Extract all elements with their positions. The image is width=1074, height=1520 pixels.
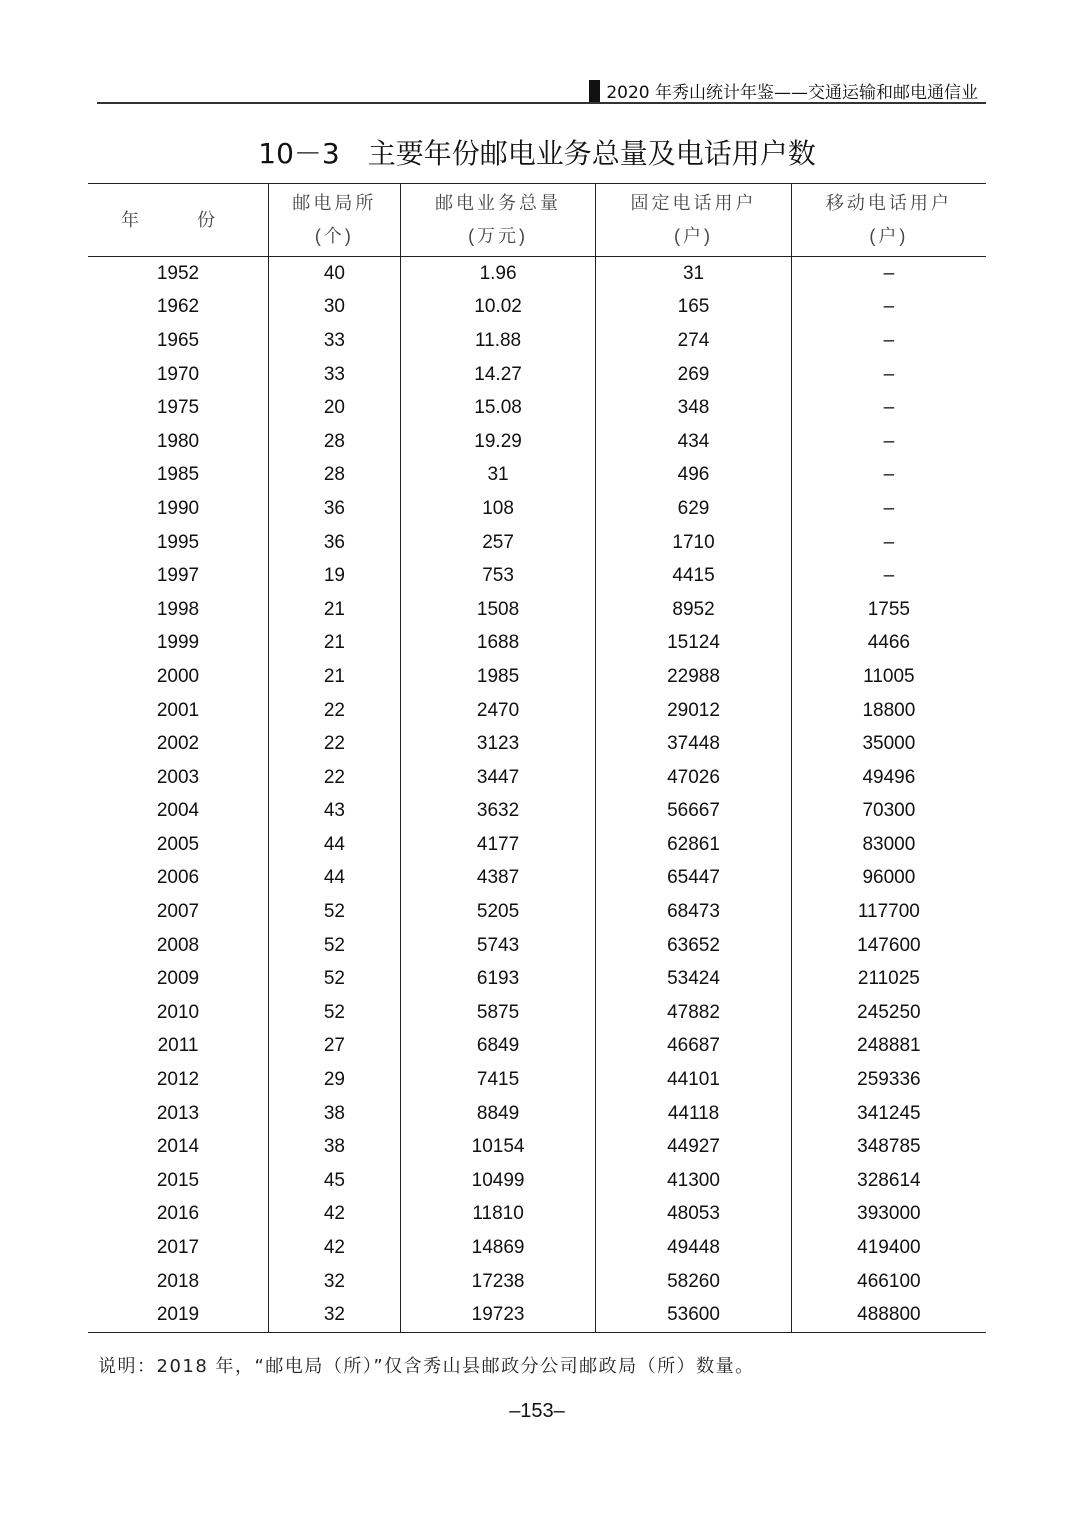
table-cell: 1990: [156, 497, 200, 519]
table-cell: 6193: [400, 962, 595, 996]
table-cell: 2016: [156, 1203, 200, 1225]
table-cell: –: [791, 257, 986, 291]
table-cell: 38: [269, 1097, 401, 1131]
table-cell: 11005: [791, 660, 986, 694]
table-cell: 3123: [400, 727, 595, 761]
column-name: 移动电话用户: [825, 193, 952, 213]
table-cell: 31: [400, 459, 595, 493]
table-cell: 52: [269, 929, 401, 963]
table-cell: 108: [400, 492, 595, 526]
table-cell: 3632: [400, 795, 595, 829]
table-cell: 1508: [400, 593, 595, 627]
table-cell: 434: [596, 425, 791, 459]
table-cell: 83000: [791, 828, 986, 862]
table-cell: 2014: [156, 1136, 200, 1158]
table-cell: 2470: [400, 694, 595, 728]
table-cell: 33: [269, 358, 401, 392]
table-row: [88, 1030, 986, 1064]
table-cell: 62861: [596, 828, 791, 862]
table-cell: 19: [269, 559, 401, 593]
table-cell: 269: [596, 358, 791, 392]
table-cell: 32: [269, 1298, 401, 1332]
table-cell: 1985: [400, 660, 595, 694]
table-cell: 1952: [156, 262, 200, 284]
table-cell: 5875: [400, 996, 595, 1030]
table-cell: 2005: [156, 833, 200, 855]
table-cell: 47882: [596, 996, 791, 1030]
table-cell: 2006: [156, 867, 200, 889]
table-cell: 348785: [791, 1130, 986, 1164]
table-cell: 1998: [156, 598, 200, 620]
table-cell: 10499: [400, 1164, 595, 1198]
table-cell: 147600: [791, 929, 986, 963]
table-row: [88, 492, 986, 526]
table-cell: 4466: [791, 627, 986, 661]
table-cell: 1755: [791, 593, 986, 627]
table-cell: 488800: [791, 1298, 986, 1332]
table-row: [88, 1063, 986, 1097]
table-row: [88, 559, 986, 593]
table-cell: 1995: [156, 531, 200, 553]
table-cell: 2013: [156, 1102, 200, 1124]
table-cell: 22988: [596, 660, 791, 694]
table-cell: 14869: [400, 1231, 595, 1265]
table-cell: 29012: [596, 694, 791, 728]
table-cell: –: [791, 492, 986, 526]
table-cell: 341245: [791, 1097, 986, 1131]
table-cell: 33: [269, 324, 401, 358]
table-row: [88, 627, 986, 661]
table-cell: 211025: [791, 962, 986, 996]
column-header: [400, 184, 595, 257]
column-unit: (户): [869, 226, 909, 246]
table-cell: 348: [596, 391, 791, 425]
table-cell: 1999: [156, 632, 200, 654]
table-cell: 1997: [156, 565, 200, 587]
table-cell: 2002: [156, 733, 200, 755]
table-cell: 1688: [400, 627, 595, 661]
table-cell: 68473: [596, 895, 791, 929]
table-cell: 10154: [400, 1130, 595, 1164]
table-cell: 58260: [596, 1265, 791, 1299]
table-cell: 49496: [791, 761, 986, 795]
table-cell: 5205: [400, 895, 595, 929]
table-cell: 22: [269, 727, 401, 761]
column-header: [88, 184, 269, 257]
table-cell: 43: [269, 795, 401, 829]
table-cell: 52: [269, 996, 401, 1030]
table-cell: –: [791, 358, 986, 392]
column-header: [596, 184, 791, 257]
table-cell: 11.88: [400, 324, 595, 358]
table-cell: 2008: [156, 934, 200, 956]
table-cell: 14.27: [400, 358, 595, 392]
table-row: [88, 1130, 986, 1164]
table-cell: 21: [269, 660, 401, 694]
running-head: [589, 78, 978, 103]
table-cell: 65447: [596, 862, 791, 896]
table-cell: 257: [400, 526, 595, 560]
column-name: 固定电话用户: [630, 193, 757, 213]
table-cell: 46687: [596, 1030, 791, 1064]
table-row: [88, 1097, 986, 1131]
table-cell: 629: [596, 492, 791, 526]
table-cell: 496: [596, 459, 791, 493]
page-number: –153–: [509, 1400, 565, 1422]
table-cell: 393000: [791, 1198, 986, 1232]
table-body: [88, 257, 986, 1333]
column-name: 邮电局所: [292, 193, 377, 213]
table-cell: 2009: [156, 968, 200, 990]
table-cell: 17238: [400, 1265, 595, 1299]
table-cell: –: [791, 291, 986, 325]
table-cell: 32: [269, 1265, 401, 1299]
table-cell: 35000: [791, 727, 986, 761]
column-header: [269, 184, 401, 257]
table-cell: 53424: [596, 962, 791, 996]
table-cell: 165: [596, 291, 791, 325]
table-cell: 70300: [791, 795, 986, 829]
table-cell: 19.29: [400, 425, 595, 459]
table-cell: –: [791, 459, 986, 493]
table-cell: 27: [269, 1030, 401, 1064]
table-cell: 8849: [400, 1097, 595, 1131]
table-row: [88, 526, 986, 560]
table-cell: 7415: [400, 1063, 595, 1097]
table-cell: 40: [269, 257, 401, 291]
table-cell: –: [791, 559, 986, 593]
table-cell: 42: [269, 1198, 401, 1232]
table-cell: 1970: [156, 363, 200, 385]
table-cell: 2015: [156, 1169, 200, 1191]
table-cell: 22: [269, 761, 401, 795]
table-cell: 419400: [791, 1231, 986, 1265]
table-cell: 15.08: [400, 391, 595, 425]
table-cell: 44101: [596, 1063, 791, 1097]
table-cell: 20: [269, 391, 401, 425]
table-cell: 274: [596, 324, 791, 358]
table-cell: –: [791, 425, 986, 459]
table-cell: –: [791, 391, 986, 425]
table-cell: 1985: [156, 464, 200, 486]
table-row: [88, 291, 986, 325]
table-cell: 44: [269, 828, 401, 862]
table-row: [88, 761, 986, 795]
table-note: 说明：2018 年，“邮电局（所）”仅含秀山县邮政分公司邮政局（所）数量。: [98, 1356, 755, 1377]
table-cell: 52: [269, 895, 401, 929]
table-cell: 45: [269, 1164, 401, 1198]
table-cell: 42: [269, 1231, 401, 1265]
table-row: [88, 660, 986, 694]
table-row: [88, 828, 986, 862]
statistics-table: [88, 183, 986, 1333]
table-cell: 21: [269, 593, 401, 627]
table-cell: 328614: [791, 1164, 986, 1198]
table-cell: 48053: [596, 1198, 791, 1232]
table-cell: 259336: [791, 1063, 986, 1097]
table-cell: 248881: [791, 1030, 986, 1064]
table-cell: 2018: [156, 1270, 200, 1292]
table-cell: 8952: [596, 593, 791, 627]
table-cell: 245250: [791, 996, 986, 1030]
table-cell: 2001: [156, 699, 200, 721]
table-cell: 753: [400, 559, 595, 593]
table-cell: 28: [269, 425, 401, 459]
table-cell: 117700: [791, 895, 986, 929]
table-row: [88, 1265, 986, 1299]
table-row: [88, 862, 986, 896]
table-cell: 1962: [156, 296, 200, 318]
table-row: [88, 895, 986, 929]
table-row: [88, 593, 986, 627]
table-cell: 29: [269, 1063, 401, 1097]
table-cell: 30: [269, 291, 401, 325]
table-row: [88, 391, 986, 425]
column-unit: (万元): [468, 226, 529, 246]
table-cell: 36: [269, 492, 401, 526]
table-cell: 2003: [156, 766, 200, 788]
table-cell: 44927: [596, 1130, 791, 1164]
table-cell: 18800: [791, 694, 986, 728]
table-cell: 1975: [156, 397, 200, 419]
table-cell: 2000: [156, 665, 200, 687]
table-cell: 6849: [400, 1030, 595, 1064]
table-row: [88, 1231, 986, 1265]
table-cell: 52: [269, 962, 401, 996]
table-cell: 96000: [791, 862, 986, 896]
table-row: [88, 425, 986, 459]
table-cell: –: [791, 526, 986, 560]
table-cell: 2011: [157, 1035, 199, 1057]
table-cell: 53600: [596, 1298, 791, 1332]
table-cell: 2017: [156, 1237, 200, 1259]
column-header: [791, 184, 986, 257]
table-cell: 4387: [400, 862, 595, 896]
table-cell: 21: [269, 627, 401, 661]
table-cell: –: [791, 324, 986, 358]
table-cell: 3447: [400, 761, 595, 795]
table-row: [88, 257, 986, 291]
table-cell: 41300: [596, 1164, 791, 1198]
table-cell: 31: [596, 257, 791, 291]
table-cell: 2012: [156, 1069, 200, 1091]
table-cell: 1965: [156, 329, 200, 351]
column-unit: (户): [674, 226, 714, 246]
table-row: [88, 1198, 986, 1232]
table-cell: 49448: [596, 1231, 791, 1265]
table-cell: 11810: [400, 1198, 595, 1232]
table-cell: 47026: [596, 761, 791, 795]
table-cell: 4177: [400, 828, 595, 862]
table-cell: 44118: [596, 1097, 791, 1131]
table-cell: 10.02: [400, 291, 595, 325]
column-unit: (个): [314, 226, 354, 246]
table-cell: 466100: [791, 1265, 986, 1299]
table-row: [88, 1164, 986, 1198]
table-cell: 56667: [596, 795, 791, 829]
table-title: 10－3 主要年份邮电业务总量及电话用户数: [258, 137, 816, 170]
table-row: [88, 459, 986, 493]
column-name: 年 份: [121, 209, 235, 230]
table-cell: 19723: [400, 1298, 595, 1332]
table-cell: 1.96: [400, 257, 595, 291]
table-row: [88, 996, 986, 1030]
table-cell: 15124: [596, 627, 791, 661]
table-cell: 38: [269, 1130, 401, 1164]
table-cell: 36: [269, 526, 401, 560]
table-row: [88, 929, 986, 963]
table-cell: 1980: [156, 430, 200, 452]
table-cell: 1710: [596, 526, 791, 560]
table-row: [88, 727, 986, 761]
table-header-row: [88, 184, 986, 257]
table-cell: 37448: [596, 727, 791, 761]
table-cell: 2010: [156, 1001, 200, 1023]
column-name: 邮电业务总量: [435, 193, 562, 213]
table-cell: 2004: [156, 800, 200, 822]
table-row: [88, 795, 986, 829]
table-cell: 5743: [400, 929, 595, 963]
table-cell: 4415: [596, 559, 791, 593]
table-cell: 2007: [156, 901, 200, 923]
table-cell: 28: [269, 459, 401, 493]
table-row: [88, 324, 986, 358]
table-cell: 2019: [88, 1298, 269, 1332]
table-row: [88, 1298, 986, 1332]
table-row: [88, 962, 986, 996]
table-cell: 44: [269, 862, 401, 896]
head-marker: [589, 80, 600, 102]
table-row: [88, 358, 986, 392]
table-cell: 63652: [596, 929, 791, 963]
table-cell: 22: [269, 694, 401, 728]
running-head-text: 2020 年秀山统计年鉴——交通运输和邮电通信业: [606, 83, 978, 103]
header-rule: [97, 102, 986, 104]
table-row: [88, 694, 986, 728]
